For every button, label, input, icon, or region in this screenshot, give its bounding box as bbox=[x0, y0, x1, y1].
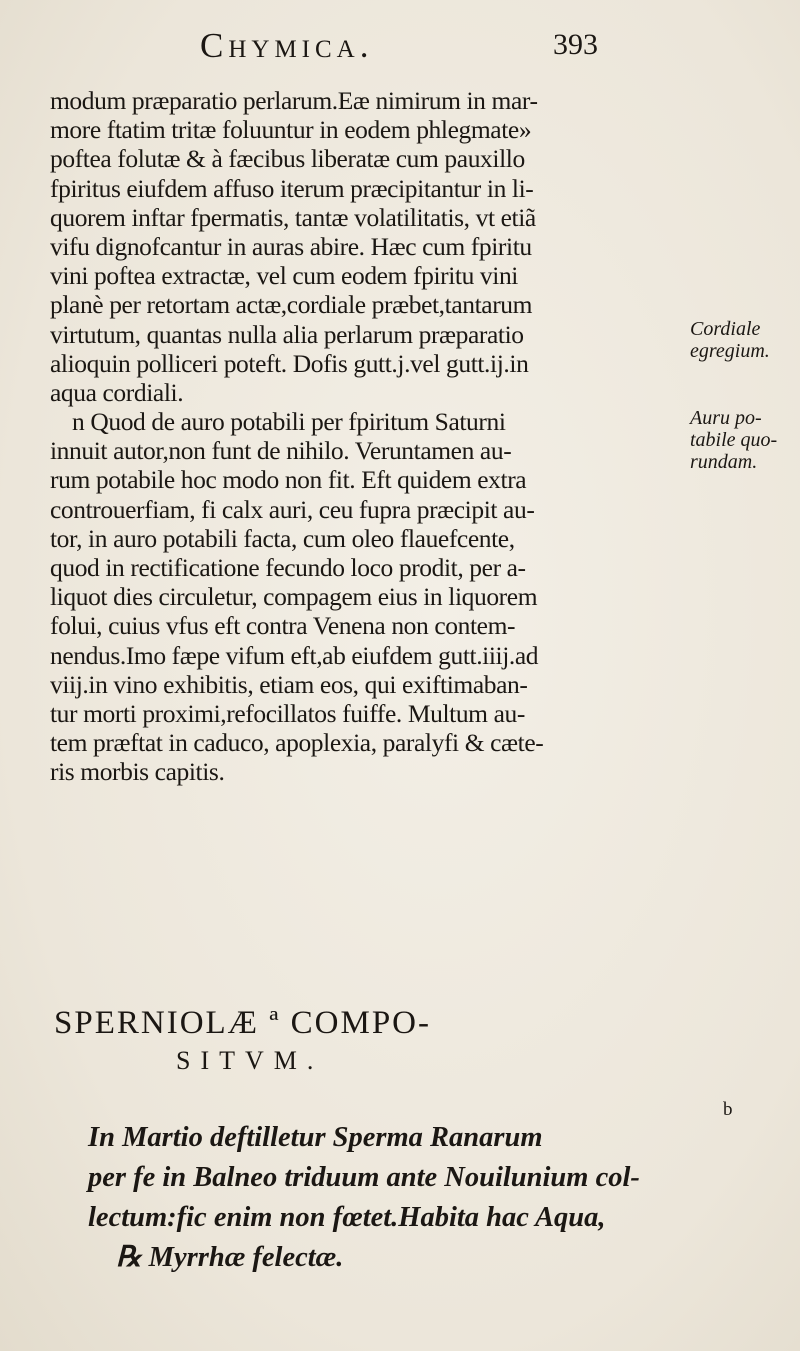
marginal-note-line: tabile quo- bbox=[690, 429, 778, 451]
recipe-line: lectum:fic enim non fœtet.Habita hac Aqua, bbox=[88, 1202, 606, 1233]
running-title: Chymica. bbox=[200, 26, 374, 65]
body-line: virtutum, quantas nulla alia perlarum præparatio bbox=[50, 319, 524, 349]
recipe-text bbox=[88, 1118, 738, 1278]
running-head bbox=[160, 26, 660, 72]
marginal-note-line: Cordiale bbox=[690, 318, 761, 340]
page-number: 393 bbox=[553, 28, 598, 61]
recipe-line: per fe in Balneo triduum ante Nouilunium col- bbox=[88, 1162, 640, 1193]
body-line: tor, in auro potabili facta, cum oleo flauefcente, bbox=[50, 523, 515, 553]
body-line: quorem inftar fpermatis, tantæ volatilitatis, vt etiã bbox=[50, 202, 536, 232]
body-line: liquot dies circuletur, compagem eius in liquorem bbox=[50, 582, 538, 612]
body-line: more ftatim tritæ foluuntur in eodem phlegmate» bbox=[50, 115, 532, 145]
body-text bbox=[50, 86, 662, 787]
body-line: vini poftea extractæ, vel cum eodem fpiritu vini bbox=[50, 261, 518, 291]
body-line: innuit autor,non funt de nihilo. Veruntamen au- bbox=[50, 436, 512, 466]
footnote-mark: b bbox=[723, 1099, 733, 1120]
marginal-note-line: Auru po- bbox=[690, 407, 762, 429]
body-line: tem præftat in caduco, apoplexia, paralyfi & cæte- bbox=[50, 728, 544, 758]
section-subtitle: SITVM. bbox=[176, 1046, 324, 1075]
marginal-note-line: rundam. bbox=[690, 451, 758, 473]
body-line: n Quod de auro potabili per fpiritum Saturni bbox=[72, 407, 506, 437]
body-line: planè per retortam actæ,cordiale præbet,tantarum bbox=[50, 290, 533, 320]
recipe-line: ℞ Myrrhæ felectæ. bbox=[116, 1242, 344, 1273]
body-line: fpiritus eiufdem affuso iterum præcipitantur in li- bbox=[50, 173, 534, 203]
body-line: ris morbis capitis. bbox=[50, 757, 225, 787]
body-line: folui, cuius vfus eft contra Venena non contem- bbox=[50, 611, 516, 641]
body-line: alioquin polliceri poteft. Dofis gutt.j.vel gutt.ij.in bbox=[50, 348, 529, 378]
body-line: vifu dignofcantur in auras abire. Hæc cum fpiritu bbox=[50, 231, 532, 261]
body-line: controuerfiam, fi calx auri, ceu fupra præcipit au- bbox=[50, 494, 535, 524]
marginal-note-cordiale bbox=[690, 318, 770, 362]
marginal-note-line: egregium. bbox=[690, 340, 770, 362]
body-line: viij.in vino exhibitis, etiam eos, qui exiftimaban- bbox=[50, 669, 528, 699]
body-line: nendus.Imo fæpe vifum eft,ab eiufdem gutt.iiij.ad bbox=[50, 640, 539, 670]
marginal-note-aurum-potabile bbox=[690, 407, 777, 473]
body-line: quod in rectificatione fecundo loco prodit, per a- bbox=[50, 553, 526, 582]
body-line: poftea folutæ & à fæcibus liberatæ cum pauxillo bbox=[50, 144, 525, 174]
body-line: rum potabile hoc modo non fit. Eft quidem extra bbox=[50, 465, 527, 495]
body-line: aqua cordiali. bbox=[50, 377, 184, 407]
recipe-line: In Martio deftilletur Sperma Ranarum bbox=[88, 1122, 543, 1153]
body-line: modum præparatio perlarum.Eæ nimirum in mar- bbox=[50, 86, 538, 115]
section-title: SPERNIOLÆ ª COMPO- bbox=[54, 1005, 431, 1041]
body-line: tur morti proximi,refocillatos fuiffe. Multum au- bbox=[50, 698, 525, 728]
